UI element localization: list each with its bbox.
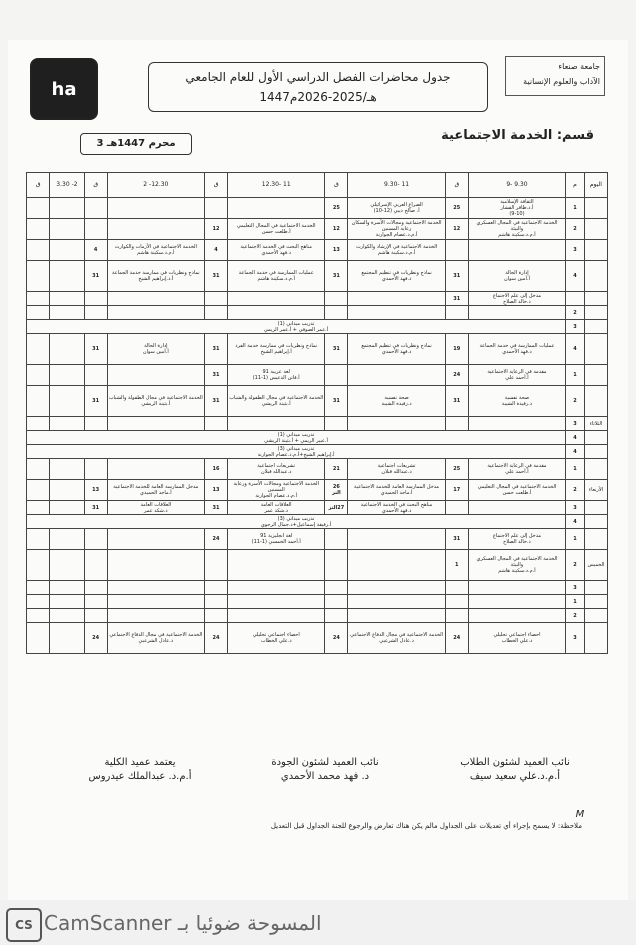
level-cell: 1 — [566, 365, 585, 386]
course-cell — [228, 198, 325, 219]
room-cell: 31 — [204, 386, 227, 417]
day-cell: الثلاثاء — [584, 417, 607, 431]
university-name: جامعة صنعاء — [558, 62, 600, 71]
room-cell: 31 — [84, 386, 107, 417]
course-cell — [468, 501, 565, 515]
room-cell — [27, 623, 50, 654]
course-cell — [107, 306, 204, 320]
room-cell — [27, 261, 50, 292]
day-cell — [584, 445, 607, 459]
room-cell — [27, 550, 50, 581]
room-cell — [84, 609, 107, 623]
schedule-table — [26, 172, 608, 654]
room-cell: 26 التز — [325, 480, 348, 501]
day-cell: الخميس — [584, 550, 607, 581]
title-line-2: 1447هـ/2025-2026م — [259, 90, 377, 104]
course-cell — [348, 292, 445, 306]
training-cell: تدريب ميداني (3) أ.رفيقة إسماعيل+د.جمال الرجوي — [27, 515, 566, 529]
room-cell: 12 — [445, 219, 468, 240]
level-cell: 3 — [566, 581, 585, 595]
level-cell: 1 — [566, 459, 585, 480]
level-cell: 1 — [566, 595, 585, 609]
room-cell: 24 — [445, 365, 468, 386]
table-row — [27, 550, 608, 581]
day-cell — [584, 198, 607, 219]
room-cell: 31 — [445, 529, 468, 550]
room-cell — [204, 198, 227, 219]
course-cell — [468, 595, 565, 609]
level-cell: 2 — [566, 219, 585, 240]
course-cell — [107, 595, 204, 609]
course-cell: مقدمة في الرعاية الاجتماعية أ.أحمد علي — [468, 365, 565, 386]
table-row — [27, 240, 608, 261]
course-cell — [50, 480, 84, 501]
room-cell — [325, 417, 348, 431]
room-cell — [84, 219, 107, 240]
course-cell — [107, 198, 204, 219]
room-cell — [27, 480, 50, 501]
signature-dean: يعتمد عميد الكلية أ.م.د. عبدالملك عيدروس — [88, 757, 192, 782]
room-cell: 13 — [84, 480, 107, 501]
room-cell: 13 — [204, 480, 227, 501]
room-cell — [325, 595, 348, 609]
course-cell: العلاقات العامة د.شكد عمر — [228, 501, 325, 515]
room-cell — [204, 550, 227, 581]
table-row — [27, 501, 608, 515]
room-cell: 31 — [204, 261, 227, 292]
course-cell: نماذج ونظريات في ممارسة خدمة الجماعة أ.د.إبراهيم الشيخ — [107, 261, 204, 292]
day-cell — [584, 581, 607, 595]
room-cell: 27التز — [325, 501, 348, 515]
course-cell: الخدمة الاجتماعية في مجال الدفاع الاجتماعي د.عادل الشرعبي — [348, 623, 445, 654]
course-cell: الخدمة الاجتماعية ومجالات الأسرة ورعاية المسنين أ.م.د.عصام الجوارنة — [228, 480, 325, 501]
room-cell — [204, 609, 227, 623]
table-row — [27, 219, 608, 240]
course-cell — [228, 581, 325, 595]
column-header: ق — [27, 173, 50, 198]
day-cell — [584, 515, 607, 529]
room-cell: 24 — [204, 623, 227, 654]
room-cell — [204, 417, 227, 431]
room-cell: 25 — [445, 459, 468, 480]
level-cell: 2 — [566, 306, 585, 320]
level-cell: 3 — [566, 240, 585, 261]
course-cell — [50, 219, 84, 240]
course-cell — [228, 417, 325, 431]
table-row — [27, 431, 608, 445]
room-cell — [27, 386, 50, 417]
table-row — [27, 609, 608, 623]
room-cell: 4 — [84, 240, 107, 261]
level-cell — [566, 292, 585, 306]
table-row — [27, 459, 608, 480]
room-cell — [84, 550, 107, 581]
camscanner-text: CamScanner المسوحة ضوئيا بـ — [44, 911, 322, 935]
room-cell: 31 — [204, 334, 227, 365]
course-cell — [348, 529, 445, 550]
course-cell: نماذج ونظريات في ممارسة خدمة الفرد أ.إبراهيم الشيخ — [228, 334, 325, 365]
level-cell: 4 — [566, 515, 585, 529]
table-row — [27, 292, 608, 306]
day-cell — [584, 261, 607, 292]
course-cell — [50, 459, 84, 480]
room-cell: 25 — [445, 198, 468, 219]
course-cell — [50, 550, 84, 581]
level-cell: 2 — [566, 386, 585, 417]
course-cell — [348, 365, 445, 386]
course-cell — [50, 581, 84, 595]
room-cell: 31 — [325, 386, 348, 417]
course-cell — [50, 595, 84, 609]
room-cell — [204, 581, 227, 595]
university-logo: ha — [30, 58, 98, 120]
course-cell: مناهج البحث في الخدمة الاجتماعية د.فهد الأحمدي — [228, 240, 325, 261]
level-cell: 4 — [566, 445, 585, 459]
course-cell: الخدمة الاجتماعية ومجالات الأسرة والسكان رعاية المسنين أ.م.د.عصام الجوارنة — [348, 219, 445, 240]
room-cell — [445, 595, 468, 609]
room-cell: 16 — [204, 459, 227, 480]
course-cell: الخدمة الاجتماعية في المجال التعليمي أ.طلعت حسن — [468, 480, 565, 501]
room-cell: 31 — [84, 501, 107, 515]
table-body — [27, 198, 608, 654]
university-stamp — [505, 56, 605, 96]
room-cell — [84, 595, 107, 609]
course-cell: الخدمة الاجتماعية في المجال التعليمي أ.طلعت حسن — [228, 219, 325, 240]
room-cell: 24 — [84, 623, 107, 654]
room-cell — [204, 292, 227, 306]
room-cell: 19 — [445, 334, 468, 365]
room-cell: 1 — [445, 550, 468, 581]
day-cell — [584, 334, 607, 365]
room-cell: 31 — [325, 261, 348, 292]
day-cell — [584, 292, 607, 306]
signature-quality: نائب العميد لشئون الجودة د. فهد محمد الأحمدي — [271, 757, 379, 782]
room-cell: 25 — [325, 198, 348, 219]
room-cell — [27, 219, 50, 240]
course-cell: تشريعات اجتماعية د.عبدالله قبلان — [348, 459, 445, 480]
camscanner-watermark — [0, 900, 636, 945]
title-line-1: جدول محاضرات الفصل الدراسي الأول للعام الجامعي — [185, 70, 451, 84]
day-cell — [584, 501, 607, 515]
course-cell: الخدمة الاجتماعية في مجال الطفولة والشباب أ.بثينة الريشي — [107, 386, 204, 417]
room-cell — [84, 581, 107, 595]
room-cell: 4 — [204, 240, 227, 261]
footer-note: ملاحظة: لا يسمح بإجراء أي تعديلات على الجداول مالم يكن هناك تعارض والرجوع للجنة الجداول قبل التعديل — [270, 822, 582, 830]
course-cell: مناهج البحث في الخدمة الاجتماعية د.فهد الأحمدي — [348, 501, 445, 515]
course-cell: الصراع العربي الإسرائيلي أ. صالح ذيبي (12-10) — [348, 198, 445, 219]
room-cell: 31 — [445, 386, 468, 417]
course-cell: لغة عربية 91 أ.فاتن الدعيس (1-11) — [228, 365, 325, 386]
room-cell — [84, 365, 107, 386]
course-cell: احصاء اجتماعي تحليلي د.علي الخطاب — [228, 623, 325, 654]
course-cell — [228, 306, 325, 320]
table-row — [27, 306, 608, 320]
room-cell: 17 — [445, 480, 468, 501]
table-row — [27, 515, 608, 529]
course-cell — [107, 581, 204, 595]
level-cell: 1 — [566, 198, 585, 219]
level-cell: 3 — [566, 623, 585, 654]
room-cell: 31 — [445, 292, 468, 306]
room-cell: 12 — [204, 219, 227, 240]
course-cell — [348, 306, 445, 320]
date-box: 3 محرم 1447هـ — [80, 133, 192, 155]
course-cell — [468, 306, 565, 320]
course-cell: نماذج ونظريات في تنظيم المجتمع د.فهد الأحمدي — [348, 261, 445, 292]
course-cell: إدارة الحالة أ.أمين سوان — [107, 334, 204, 365]
day-cell — [584, 240, 607, 261]
column-header: 2- 3.30 — [50, 173, 84, 198]
course-cell — [50, 417, 84, 431]
day-cell — [584, 529, 607, 550]
course-cell: الخدمة الاجتماعية في الإرشاد والكوارث أ.م.د.سكينة هاشم — [348, 240, 445, 261]
room-cell — [27, 529, 50, 550]
day-cell — [584, 595, 607, 609]
course-cell: عمليات الممارسة في خدمة الجماعة د.فهد الأحمدي — [468, 334, 565, 365]
day-cell — [584, 459, 607, 480]
day-cell — [584, 320, 607, 334]
course-cell — [50, 529, 84, 550]
course-cell: نماذج ونظريات في تنظيم المجتمع د.فهد الأحمدي — [348, 334, 445, 365]
column-header: ق — [445, 173, 468, 198]
room-cell — [27, 581, 50, 595]
room-cell — [27, 501, 50, 515]
course-cell — [348, 417, 445, 431]
course-cell — [107, 550, 204, 581]
table-row — [27, 261, 608, 292]
table-header-row — [27, 173, 608, 198]
table-row — [27, 480, 608, 501]
course-cell: صحة نفسية د.رفيدة الشيبة — [468, 386, 565, 417]
training-cell: تدريب ميداني (3) أ.إبراهيم الشيخ+أ.م.د.عصام الجوارنة — [27, 445, 566, 459]
signatures-area — [40, 756, 600, 826]
column-header: 12.30- 2 — [107, 173, 204, 198]
course-cell — [107, 459, 204, 480]
course-cell: الخدمة الاجتماعية في مجال الطفولة والشباب أ.بثينة الريشي — [228, 386, 325, 417]
room-cell — [325, 292, 348, 306]
training-cell: تدريب ميداني (1) أ.عبير الريمي + أ.بثينة الريشي — [27, 431, 566, 445]
course-cell — [228, 292, 325, 306]
course-cell — [228, 595, 325, 609]
table-row — [27, 581, 608, 595]
course-cell — [50, 501, 84, 515]
course-cell — [50, 334, 84, 365]
level-cell: 3 — [566, 501, 585, 515]
table-row — [27, 445, 608, 459]
room-cell — [325, 609, 348, 623]
column-header: 11 -9.30 — [348, 173, 445, 198]
table-row — [27, 365, 608, 386]
course-cell — [107, 292, 204, 306]
course-cell — [107, 365, 204, 386]
day-cell — [584, 431, 607, 445]
room-cell — [84, 198, 107, 219]
course-cell: عمليات الممارسة في خدمة الجماعة أ.م.د.سكينة هاشم — [228, 261, 325, 292]
room-cell — [445, 417, 468, 431]
room-cell — [445, 306, 468, 320]
day-cell — [584, 386, 607, 417]
table-row — [27, 595, 608, 609]
room-cell — [204, 306, 227, 320]
column-header: ق — [204, 173, 227, 198]
room-cell — [27, 417, 50, 431]
room-cell — [204, 595, 227, 609]
table-row — [27, 334, 608, 365]
day-cell — [584, 219, 607, 240]
room-cell: 21 — [325, 459, 348, 480]
level-cell: 2 — [566, 550, 585, 581]
room-cell — [445, 501, 468, 515]
room-cell: 31 — [84, 334, 107, 365]
table-row — [27, 529, 608, 550]
faculty-name: الآداب والعلوم الإنسانية — [523, 77, 600, 86]
room-cell — [27, 292, 50, 306]
room-cell: 31 — [445, 261, 468, 292]
course-cell: صحة نفسية د.رفيدة الشيبة — [348, 386, 445, 417]
room-cell — [325, 550, 348, 581]
room-cell — [27, 306, 50, 320]
course-cell — [468, 581, 565, 595]
room-cell — [27, 609, 50, 623]
room-cell — [84, 529, 107, 550]
course-cell: لغة انجليزية 91 أ.أحمد الخمسي (1-11) — [228, 529, 325, 550]
course-cell: الخدمة الاجتماعية في مجال الدفاع الاجتماعي د.عادل الشرعبي — [107, 623, 204, 654]
table-row — [27, 386, 608, 417]
day-cell — [584, 306, 607, 320]
room-cell: 13 — [325, 240, 348, 261]
course-cell: الخدمة الاجتماعية في المجال العسكري والبيئة أ.م.د.سكينة هاشم — [468, 550, 565, 581]
column-header: م — [566, 173, 585, 198]
room-cell: 31 — [325, 334, 348, 365]
level-cell: 3 — [566, 320, 585, 334]
course-cell: العلاقات العامة د.شكد عمر — [107, 501, 204, 515]
course-cell — [228, 550, 325, 581]
table-row — [27, 198, 608, 219]
course-cell — [348, 595, 445, 609]
course-cell — [50, 386, 84, 417]
department-title: قسم: الخدمة الاجتماعية — [441, 128, 594, 143]
course-cell — [348, 609, 445, 623]
column-header: 11 -12.30 — [228, 173, 325, 198]
room-cell — [325, 306, 348, 320]
room-cell: 24 — [204, 529, 227, 550]
course-cell — [50, 198, 84, 219]
signature-students: نائب العميد لشئون الطلاب أ.م.د.علي سعيد سيف — [460, 757, 570, 782]
table-row — [27, 320, 608, 334]
column-header: ق — [325, 173, 348, 198]
table-row — [27, 623, 608, 654]
course-cell: مدخل إلى علم الاجتماع د.خالد الصلاح — [468, 292, 565, 306]
room-cell — [84, 459, 107, 480]
course-cell — [50, 292, 84, 306]
course-cell — [107, 609, 204, 623]
camscanner-logo-icon: CS — [6, 908, 42, 942]
room-cell — [445, 609, 468, 623]
room-cell: 24 — [445, 623, 468, 654]
room-cell — [27, 595, 50, 609]
course-cell — [348, 550, 445, 581]
course-cell: الخدمة الاجتماعية في الأزمات والكوارث أ.م.د.سكينة هاشم — [107, 240, 204, 261]
course-cell — [50, 306, 84, 320]
course-cell: الثقافة الإسلامية أ.د.ظافر القشار (9-10) — [468, 198, 565, 219]
course-cell — [50, 623, 84, 654]
column-header: 9.30 -9 — [468, 173, 565, 198]
room-cell — [84, 306, 107, 320]
level-cell: 3 — [566, 417, 585, 431]
level-cell: 2 — [566, 480, 585, 501]
course-cell: مدخل إلى علم الاجتماع د.خالد الصلاح — [468, 529, 565, 550]
room-cell: 31 — [204, 365, 227, 386]
room-cell — [445, 581, 468, 595]
course-cell — [107, 529, 204, 550]
course-cell — [468, 240, 565, 261]
course-cell — [50, 240, 84, 261]
room-cell: 31 — [84, 261, 107, 292]
course-cell — [50, 261, 84, 292]
room-cell — [325, 529, 348, 550]
room-cell — [27, 240, 50, 261]
course-cell — [228, 609, 325, 623]
room-cell — [27, 459, 50, 480]
course-cell: مدخل الممارسة العامة للخدمة الاجتماعية أ.ماجد الحميدي — [348, 480, 445, 501]
course-cell — [107, 417, 204, 431]
table-row — [27, 417, 608, 431]
column-header: اليوم — [584, 173, 607, 198]
schedule-title-box — [148, 62, 488, 112]
room-cell — [84, 417, 107, 431]
course-cell: إدارة الحالة أ.أمين سوان — [468, 261, 565, 292]
room-cell — [27, 365, 50, 386]
course-cell — [348, 581, 445, 595]
course-cell: الخدمة الاجتماعية في المجال العسكري والبيئة أ.م.د.سكينة هاشم — [468, 219, 565, 240]
day-cell — [584, 609, 607, 623]
level-cell: 4 — [566, 431, 585, 445]
level-cell: 2 — [566, 609, 585, 623]
room-cell: 24 — [325, 623, 348, 654]
room-cell — [325, 581, 348, 595]
course-cell: احصاء اجتماعي تحليلي د.علي الخطاب — [468, 623, 565, 654]
day-cell — [584, 623, 607, 654]
level-cell: 4 — [566, 334, 585, 365]
training-cell: تدريب ميداني (1) أ.عمر الصوفي + أ.عمر الريمي — [27, 320, 566, 334]
room-cell — [84, 292, 107, 306]
course-cell — [50, 609, 84, 623]
course-cell: تشريعات اجتماعية د.عبدالله قبلان — [228, 459, 325, 480]
level-cell: 4 — [566, 261, 585, 292]
column-header: ق — [84, 173, 107, 198]
course-cell: مقدمة في الرعاية الاجتماعية أ.أحمد علي — [468, 459, 565, 480]
course-cell — [50, 365, 84, 386]
room-cell — [27, 198, 50, 219]
room-cell — [445, 240, 468, 261]
course-cell — [468, 417, 565, 431]
room-cell — [27, 334, 50, 365]
room-cell: 12 — [325, 219, 348, 240]
course-cell — [468, 609, 565, 623]
course-cell — [107, 219, 204, 240]
level-cell: 1 — [566, 529, 585, 550]
day-cell — [584, 365, 607, 386]
day-cell: الأربعاء — [584, 480, 607, 501]
course-cell: مدخل الممارسة العامة للخدمة الاجتماعية أ.ماجد الحميدي — [107, 480, 204, 501]
room-cell: 31 — [204, 501, 227, 515]
signature-mark: M — [575, 809, 585, 820]
room-cell — [325, 365, 348, 386]
